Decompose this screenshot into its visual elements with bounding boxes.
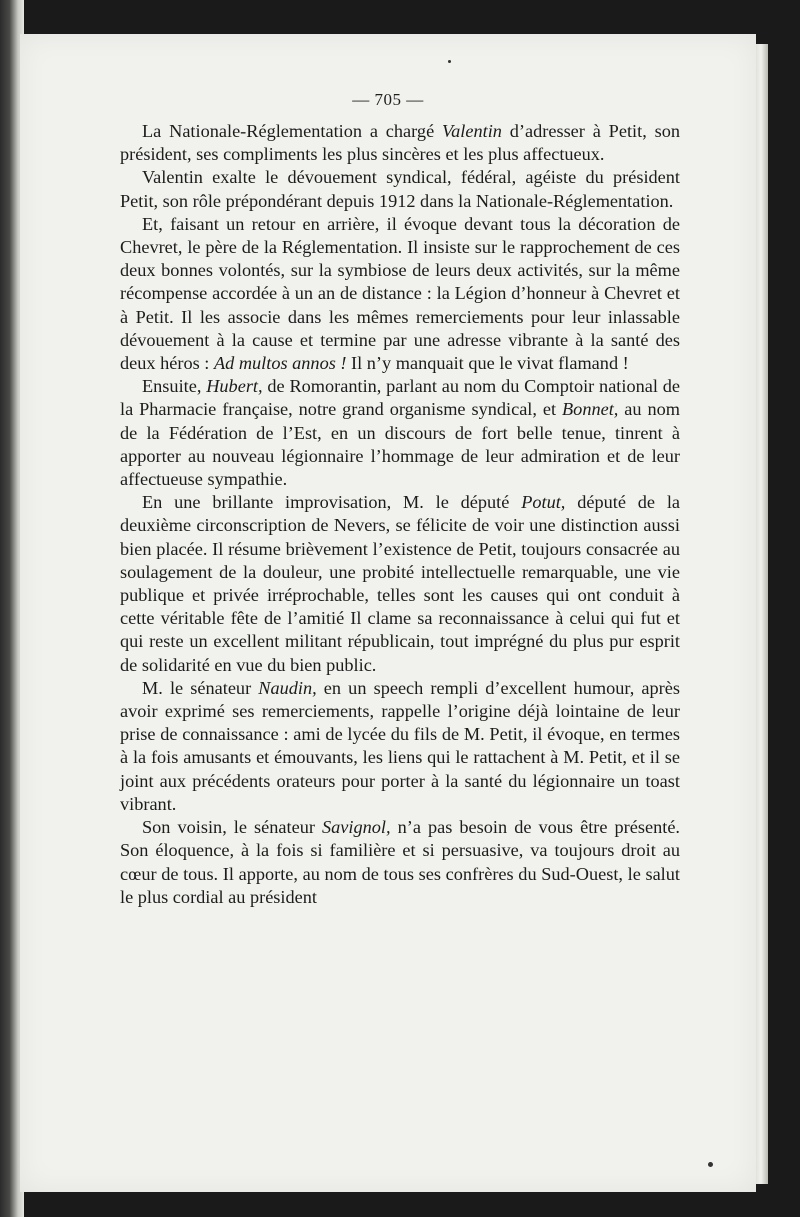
italic-name: Ad multos annos ! bbox=[213, 353, 347, 374]
text-run: Ensuite, bbox=[142, 376, 207, 397]
paragraph bbox=[120, 166, 680, 212]
text-run: En une brillante improvisation, M. le député bbox=[142, 492, 522, 513]
italic-name: Hubert, bbox=[206, 376, 263, 397]
text-run: d’adresser à Petit, son président, ses compliments les plus sincères et les plus affectueux. bbox=[120, 121, 680, 165]
speck-mark bbox=[708, 1162, 713, 1167]
text-run: de Romorantin, parlant au nom du Comptoir national de la Pharmacie française, notre grand organisme syndical, et bbox=[120, 376, 680, 420]
paragraph bbox=[120, 120, 680, 166]
text-run: au nom de la Fédération de l’Est, en un discours de fort belle tenue, tinrent à apporter au nouveau légionnaire l’hommage de leur admiration et de leur affectueuse sympathie. bbox=[120, 399, 680, 490]
page-edge bbox=[754, 44, 768, 1184]
italic-name: Savignol, bbox=[322, 817, 391, 838]
text-run: en un speech rempli d’excellent humour, après avoir exprimé ses remerciements, rappelle l’origine déjà lointaine de leur prise de connaissance : ami de lycée du fils de M. Petit, il évoque, en termes à la fois amusants et émouvants, les liens qui le rattachent à M. Petit, et il se joint aux précédents orateurs pour porter à la santé du légionnaire un toast vibrant. bbox=[120, 677, 680, 814]
text-run: La Nationale-Réglementation a chargé bbox=[142, 121, 443, 141]
paragraph bbox=[120, 375, 680, 491]
text-run: M. le sénateur bbox=[142, 677, 259, 698]
italic-name: Naudin, bbox=[258, 677, 317, 698]
page-number: — 705 — bbox=[352, 90, 424, 109]
text-run: Son voisin, le sénateur bbox=[142, 817, 323, 838]
italic-name: Valentin bbox=[442, 121, 502, 141]
italic-name: Bonnet, bbox=[562, 399, 619, 420]
speck-mark bbox=[448, 60, 451, 63]
text-run: Il n’y manquait que le vivat flamand ! bbox=[346, 353, 629, 374]
text-run: Valentin exalte le dévouement syndical, fédéral, agéiste du président Petit, son rôle prépondérant depuis 1912 dans la Nationale-Réglementation. bbox=[120, 167, 680, 211]
body-text bbox=[120, 120, 680, 909]
text-run: n’a pas besoin de vous être présenté. Son éloquence, à la fois si familière et si persuasive, va toujours droit au cœur de tous. Il apporte, au nom de tous ses confrères du Sud-Ouest, le salut le plus cordial au président bbox=[120, 817, 680, 907]
italic-name: Potut, bbox=[521, 492, 566, 513]
paragraph bbox=[120, 213, 680, 375]
document-page bbox=[20, 34, 756, 1192]
text-run: député de la deuxième circonscription de Nevers, se félicite de voir une distinction aussi bien placée. Il résume brièvement l’existence de Petit, toujours consacrée au soulagement de la douleur, une probité intellectuelle remarquable, une vie publique et privée irréprochable, telles sont les causes qui ont conduit à cette véritable fête de l’amitié Il clame sa reconnaissance à celui qui fut et qui reste un excellent militant républicain, tout imprégné du plus pur esprit de solidarité en vue du bien public. bbox=[120, 492, 681, 675]
paragraph bbox=[120, 816, 680, 909]
paragraph bbox=[120, 491, 680, 677]
paragraph bbox=[120, 677, 680, 816]
text-run: Et, faisant un retour en arrière, il évoque devant tous la décoration de Chevret, le père de la Réglementation. Il insiste sur le rapprochement de ces deux bonnes volontés, sur la symbiose de leurs deux activités, sur la même récompense accordée à un an de distance : la Légion d’honneur à Chevret et à Petit. Il les associe dans les mêmes remerciements pour leur inlassable dévouement à la cause et termine par une adresse vibrante à la santé des deux héros : bbox=[120, 213, 680, 374]
